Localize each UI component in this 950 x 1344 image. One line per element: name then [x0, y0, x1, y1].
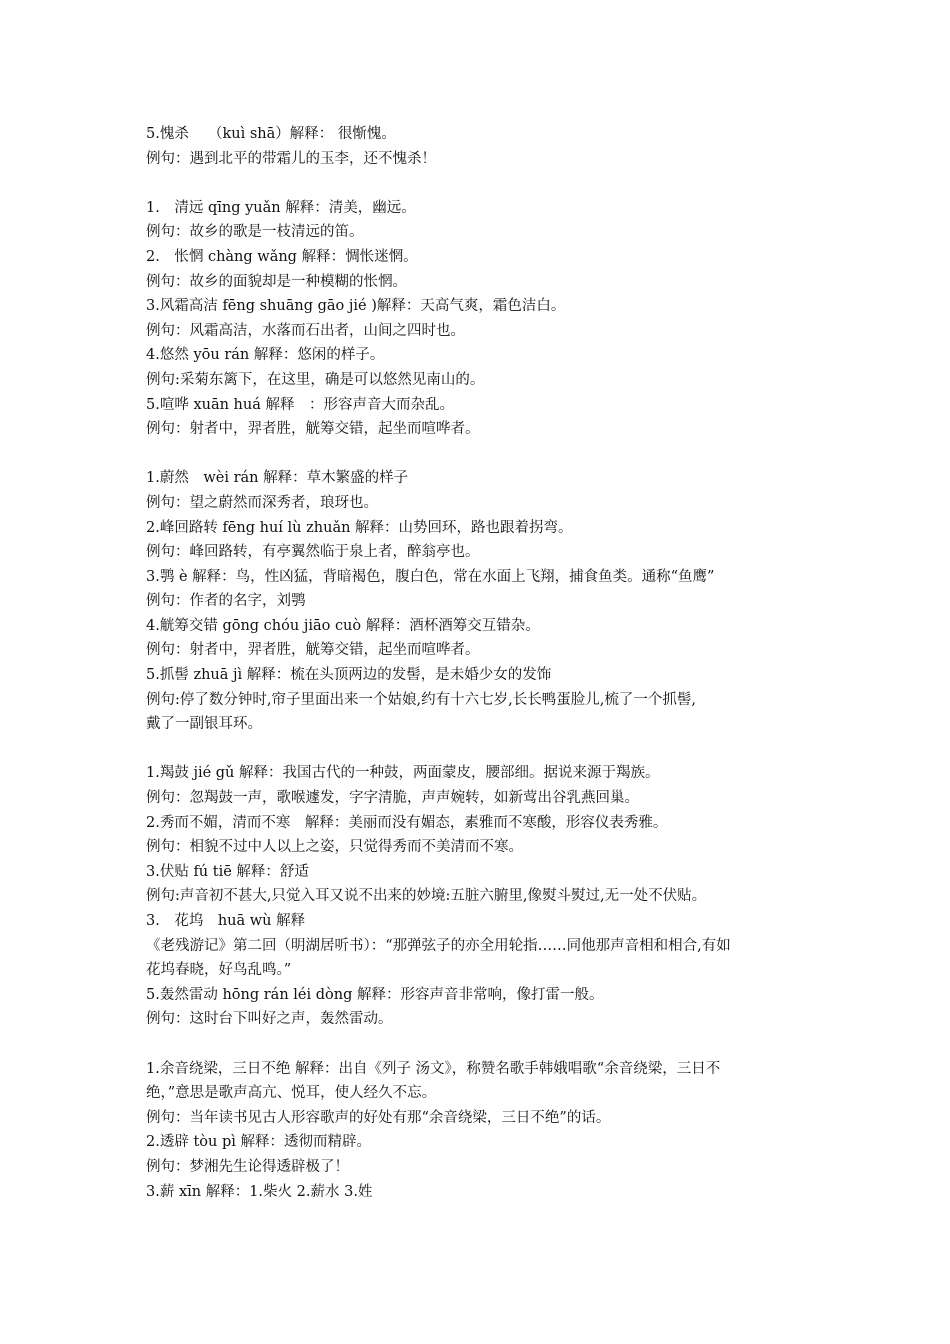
term-line: 1. 清远 qīng yuǎn 解释：清美，幽远。 [146, 199, 416, 216]
term-line: 2.透辟 tòu pì 解释：透彻而精辟。 [146, 1134, 371, 1151]
example-line: 例句：遇到北平的带霜儿的玉李，还不愧杀！ [146, 150, 436, 167]
term-line: 2. 怅惘 chàng wǎng 解释：惆怅迷惘。 [146, 248, 418, 265]
example-line: 例句：作者的名字，刘鹗 [146, 593, 306, 610]
term-line: 4.觥筹交错 gōng chóu jiāo cuò 解释：酒杯酒筹交互错杂。 [146, 617, 540, 634]
example-line: 例句：射者中，羿者胜，觥筹交错，起坐而喧哗者。 [146, 421, 480, 438]
example-line: 例句：当年读书见古人形容歌声的好处有那“余音绕梁，三日不绝”的话。 [146, 1109, 611, 1126]
term-line: 2.秀而不媚，清而不寒 解释：美丽而没有媚态，素雅而不寒酸，形容仪表秀雅。 [146, 814, 668, 831]
quote-line-continued: 花坞春晓，好鸟乱鸣。” [146, 962, 292, 979]
term-line: 3. 花坞 huā wù 解释 [146, 913, 306, 929]
term-line: 5.愧杀 （kuì shā）解释： 很惭愧。 [146, 126, 396, 142]
section-2 [146, 196, 814, 442]
example-line: 例句：忽羯鼓一声，歌喉遽发，字字清脆，声声婉转，如新莺出谷乳燕回巢。 [146, 790, 639, 807]
term-line: 1.余音绕梁，三日不绝 解释：出自《列子 汤文》，称赞名歌手韩娥唱歌“余音绕梁，三日不 [146, 1060, 721, 1077]
quote-line: 《老残游记》第二回（明湖居听书）：“那弹弦子的亦全用轮指……同他那声音相和相合,有如 [146, 937, 731, 954]
example-line: 例句：风霜高洁，水落而石出者，山间之四时也。 [146, 322, 465, 339]
example-line: 例句：望之蔚然而深秀者，琅玡也。 [146, 494, 378, 511]
example-line: 例句：相貌不过中人以上之姿，只觉得秀而不美清而不寒。 [146, 839, 523, 856]
example-line: 例句：故乡的歌是一枝清远的笛。 [146, 224, 364, 241]
section-gap [146, 171, 814, 196]
term-line: 3.伏贴 fú tiē 解释：舒适 [146, 863, 309, 880]
term-line: 1.羯鼓 jié gǔ 解释：我国古代的一种鼓，两面蒙皮，腰部细。据说来源于羯族。 [146, 765, 660, 782]
term-line: 4.悠然 yōu rán 解释：悠闲的样子。 [146, 347, 385, 364]
example-line: 例句:停了数分钟时,帘子里面出来一个姑娘,约有十六七岁,长长鸭蛋脸儿,梳了一个抓髻, [146, 691, 696, 708]
term-line: 3.薪 xīn 解释：1.柴火 2.薪水 3.姓 [146, 1183, 373, 1200]
example-line: 例句:采菊东篱下，在这里，确是可以悠然见南山的。 [146, 371, 485, 388]
example-line: 例句：峰回路转，有亭翼然临于泉上者，醉翁亭也。 [146, 544, 480, 561]
example-line: 例句：梦湘先生论得透辟极了！ [146, 1158, 349, 1175]
term-line: 2.峰回路转 fēng huí lù zhuǎn 解释：山势回环，路也跟着拐弯。 [146, 519, 573, 536]
example-line-continued: 戴了一副银耳环。 [146, 716, 262, 733]
section-5 [146, 1057, 814, 1205]
term-line: 3.风霜高洁 fēng shuāng gāo jié )解释：天高气爽，霜色洁白。 [146, 298, 566, 315]
example-line: 例句：射者中，羿者胜，觥筹交错，起坐而喧哗者。 [146, 642, 480, 659]
example-line: 例句：故乡的面貌却是一种模糊的怅惘。 [146, 273, 407, 290]
term-line: 5.喧哗 xuān huá 解释 ：形容声音大而杂乱。 [146, 396, 454, 413]
section-gap [146, 737, 814, 762]
term-line: 1.蔚然 wèi rán 解释：草木繁盛的样子 [146, 470, 409, 487]
section-gap [146, 442, 814, 467]
term-line-continued: 绝，”意思是歌声高亢、悦耳，使人经久不忘。 [146, 1085, 437, 1102]
term-line: 5.抓髻 zhuā jì 解释：梳在头顶两边的发髻，是未婚少女的发饰 [146, 667, 552, 684]
section-4 [146, 761, 814, 1032]
term-line: 5.轰然雷动 hōng rán léi dòng 解释：形容声音非常响，像打雷一般。 [146, 986, 604, 1003]
term-line: 3.鹗 è 解释：鸟，性凶猛，背暗褐色，腹白色，常在水面上飞翔，捕食鱼类。通称“鱼鹰” [146, 568, 715, 585]
section-3 [146, 466, 814, 737]
section-1 [146, 122, 814, 171]
example-line: 例句:声音初不甚大,只觉入耳又说不出来的妙境:五脏六腑里,像熨斗熨过,无一处不伏贴。 [146, 888, 707, 905]
document-body [146, 122, 814, 1204]
section-gap [146, 1032, 814, 1057]
example-line: 例句：这时台下叫好之声，轰然雷动。 [146, 1011, 393, 1028]
